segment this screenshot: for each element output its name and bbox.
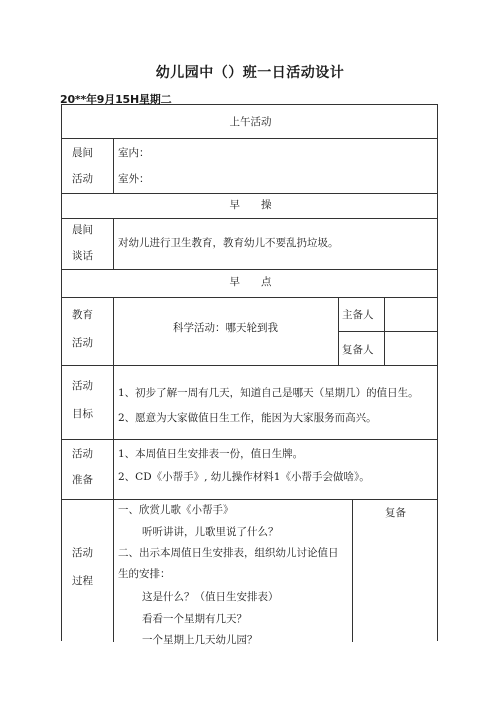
- review-preparer-label: 复备人: [342, 344, 374, 356]
- page-title: 幼儿园中（）班一日活动设计: [155, 65, 345, 81]
- snack-header: 早 点: [229, 276, 272, 288]
- process-label-1: 活动: [72, 547, 93, 559]
- column-divider: [384, 297, 385, 365]
- column-divider: [113, 138, 114, 193]
- row-divider: [62, 193, 437, 194]
- prep-label-2: 准备: [72, 474, 93, 486]
- process-line: 一、欣赏儿歌《小帮手》: [118, 504, 234, 516]
- education-content: 科学活动：哪天轮到我: [173, 322, 278, 334]
- column-divider: [113, 218, 114, 269]
- education-label-1: 教育: [72, 309, 93, 321]
- row-divider: [62, 218, 437, 219]
- goal-item: 1、初步了解一周有几天，知道自己是哪天（星期几）的值日生。: [118, 387, 419, 399]
- process-line: 二、出示本周值日生安排表，组织幼儿讨论值日: [118, 547, 339, 559]
- date-line: 20**年9月15H星期二: [60, 93, 172, 106]
- indoor-field: 室内：: [118, 147, 150, 159]
- outdoor-field: 室外：: [118, 173, 150, 185]
- process-label-2: 过程: [72, 575, 93, 587]
- process-line: 生的安排：: [118, 568, 171, 580]
- process-line: 这是什么？（值日生安排表）: [142, 591, 279, 603]
- process-line: 看看一个星期有几天？: [142, 613, 247, 625]
- column-divider: [338, 297, 339, 365]
- row-divider: [62, 365, 437, 366]
- row-divider: [62, 269, 437, 270]
- talk-label-1: 晨间: [72, 224, 93, 236]
- process-line: 一个星期上几天幼儿园？: [142, 634, 258, 646]
- prep-item: 1、本周值日生安排表一份，值日生牌。: [118, 448, 304, 460]
- talk-label-2: 谈话: [72, 250, 93, 262]
- goals-label-1: 活动: [72, 380, 93, 392]
- column-divider: [113, 297, 114, 642]
- lead-preparer-label: 主备人: [342, 309, 374, 321]
- section-morning-title: 上午活动: [229, 116, 272, 128]
- prep-item: 2、CD《小帮手》, 幼儿操作材料1《小帮手会做啥》。: [118, 471, 370, 483]
- exercise-header: 早 操: [229, 199, 272, 211]
- education-label-2: 活动: [72, 337, 93, 349]
- greeting-label-1: 晨间: [72, 147, 93, 159]
- row-divider: [62, 499, 437, 500]
- row-divider: [62, 297, 437, 298]
- row-divider: [62, 439, 437, 440]
- activity-table: [61, 104, 438, 646]
- row-divider: [62, 138, 437, 139]
- row-divider: [338, 331, 437, 332]
- process-line: 听听讲讲，儿歌里说了什么？: [142, 526, 279, 538]
- greeting-label-2: 活动: [72, 173, 93, 185]
- goals-label-2: 目标: [72, 408, 93, 420]
- talk-content: 对幼儿进行卫生教育，教育幼儿不要乱扔垃圾。: [118, 237, 339, 249]
- goal-item: 2、愿意为大家做值日生工作，能因为大家服务而高兴。: [118, 412, 377, 424]
- prep-label-1: 活动: [72, 448, 93, 460]
- process-review-header: 复备: [385, 507, 406, 519]
